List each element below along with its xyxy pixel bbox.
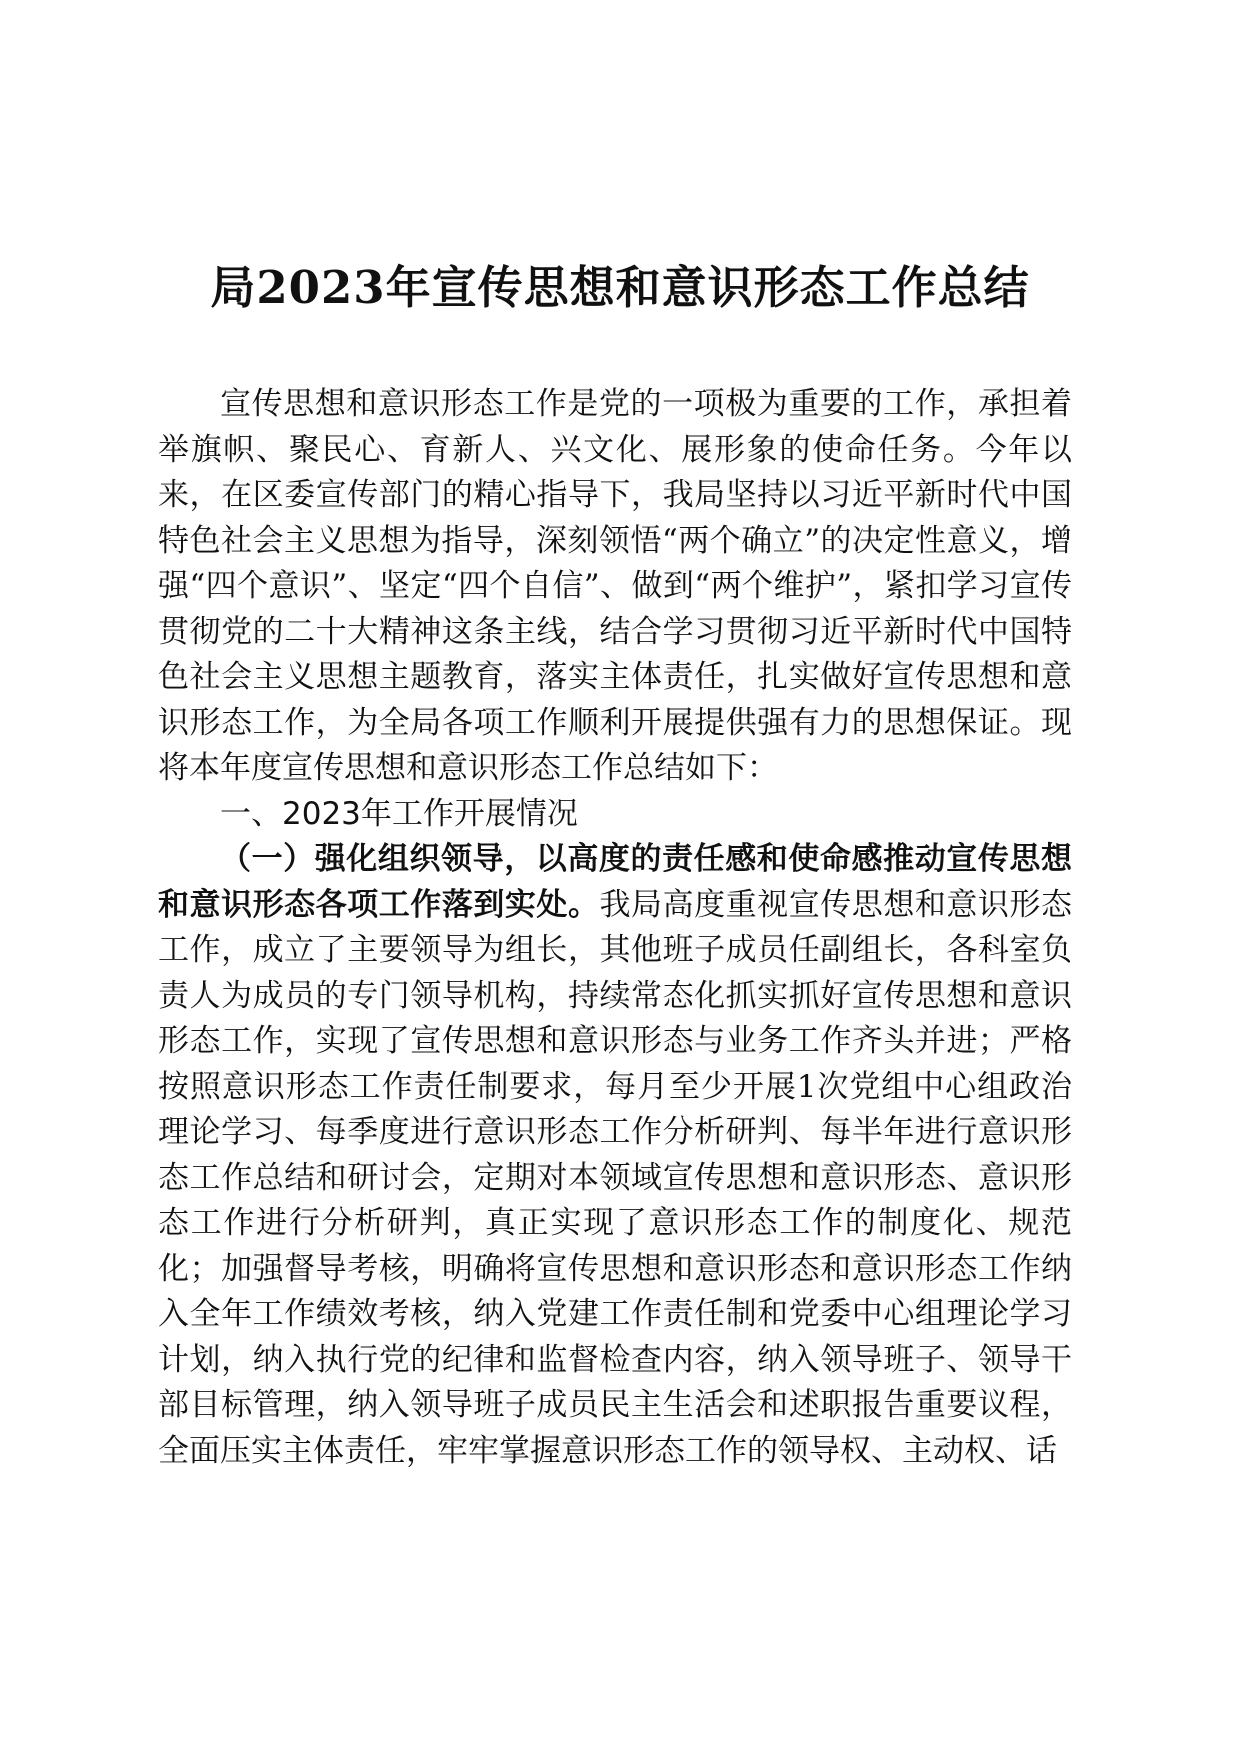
subsection-lead: （一）强化组织领导，以高度的责任感和使命感推动宣传思想和意识形态各项工作落到实处。 <box>158 841 1072 923</box>
section-heading: 一、2023年工作开展情况 <box>220 795 578 832</box>
subsection-paragraph <box>158 837 1072 1474</box>
document-title: 局2023年宣传思想和意识形态工作总结 <box>210 261 1030 314</box>
intro-paragraph: 宣传思想和意识形态工作是党的一项极为重要的工作，承担着举旗帜、聚民心、育新人、兴文化、展形象的使命任务。今年以来，在区委宣传部门的精心指导下，我局坚持以习近平新时代中国特色社会主义思想为指导，深刻领悟“两个确立”的决定性意义，增强“四个意识”、坚定“四个自信”、做到“两个维护”，紧扣学习宣传贯彻党的二十大精神这条主线，结合学习贯彻习近平新时代中国特色社会主义思想主题教育，落实主体责任，扎实做好宣传思想和意识形态工作，为全局各项工作顺利开展提供强有力的思想保证。现将本年度宣传思想和意识形态工作总结如下： <box>158 386 1072 786</box>
document-body <box>158 382 1072 1474</box>
subsection-body: 我局高度重视宣传思想和意识形态工作，成立了主要领导为组长，其他班子成员任副组长，各科室负责人为成员的专门领导机构，持续常态化抓实抓好宣传思想和意识形态工作，实现了宣传思想和意识形态与业务工作齐头并进；严格按照意识形态工作责任制要求，每月至少开展1次党组中心组政治理论学习、每季度进行意识形态工作分析研判、每半年进行意识形态工作总结和研讨会，定期对本领域宣传思想和意识形态、意识形态工作进行分析研判，真正实现了意识形态工作的制度化、规范化；加强督导考核，明确将宣传思想和意识形态和意识形态工作纳入全年工作绩效考核，纳入党建工作责任制和党委中心组理论学习计划，纳入执行党的纪律和监督检查内容，纳入领导班子、领导干部目标管理，纳入领导班子成员民主生活会和述职报告重要议程，全面压实主体责任，牢牢掌握意识形态工作的领导权、主动权、话 <box>158 886 1072 1469</box>
